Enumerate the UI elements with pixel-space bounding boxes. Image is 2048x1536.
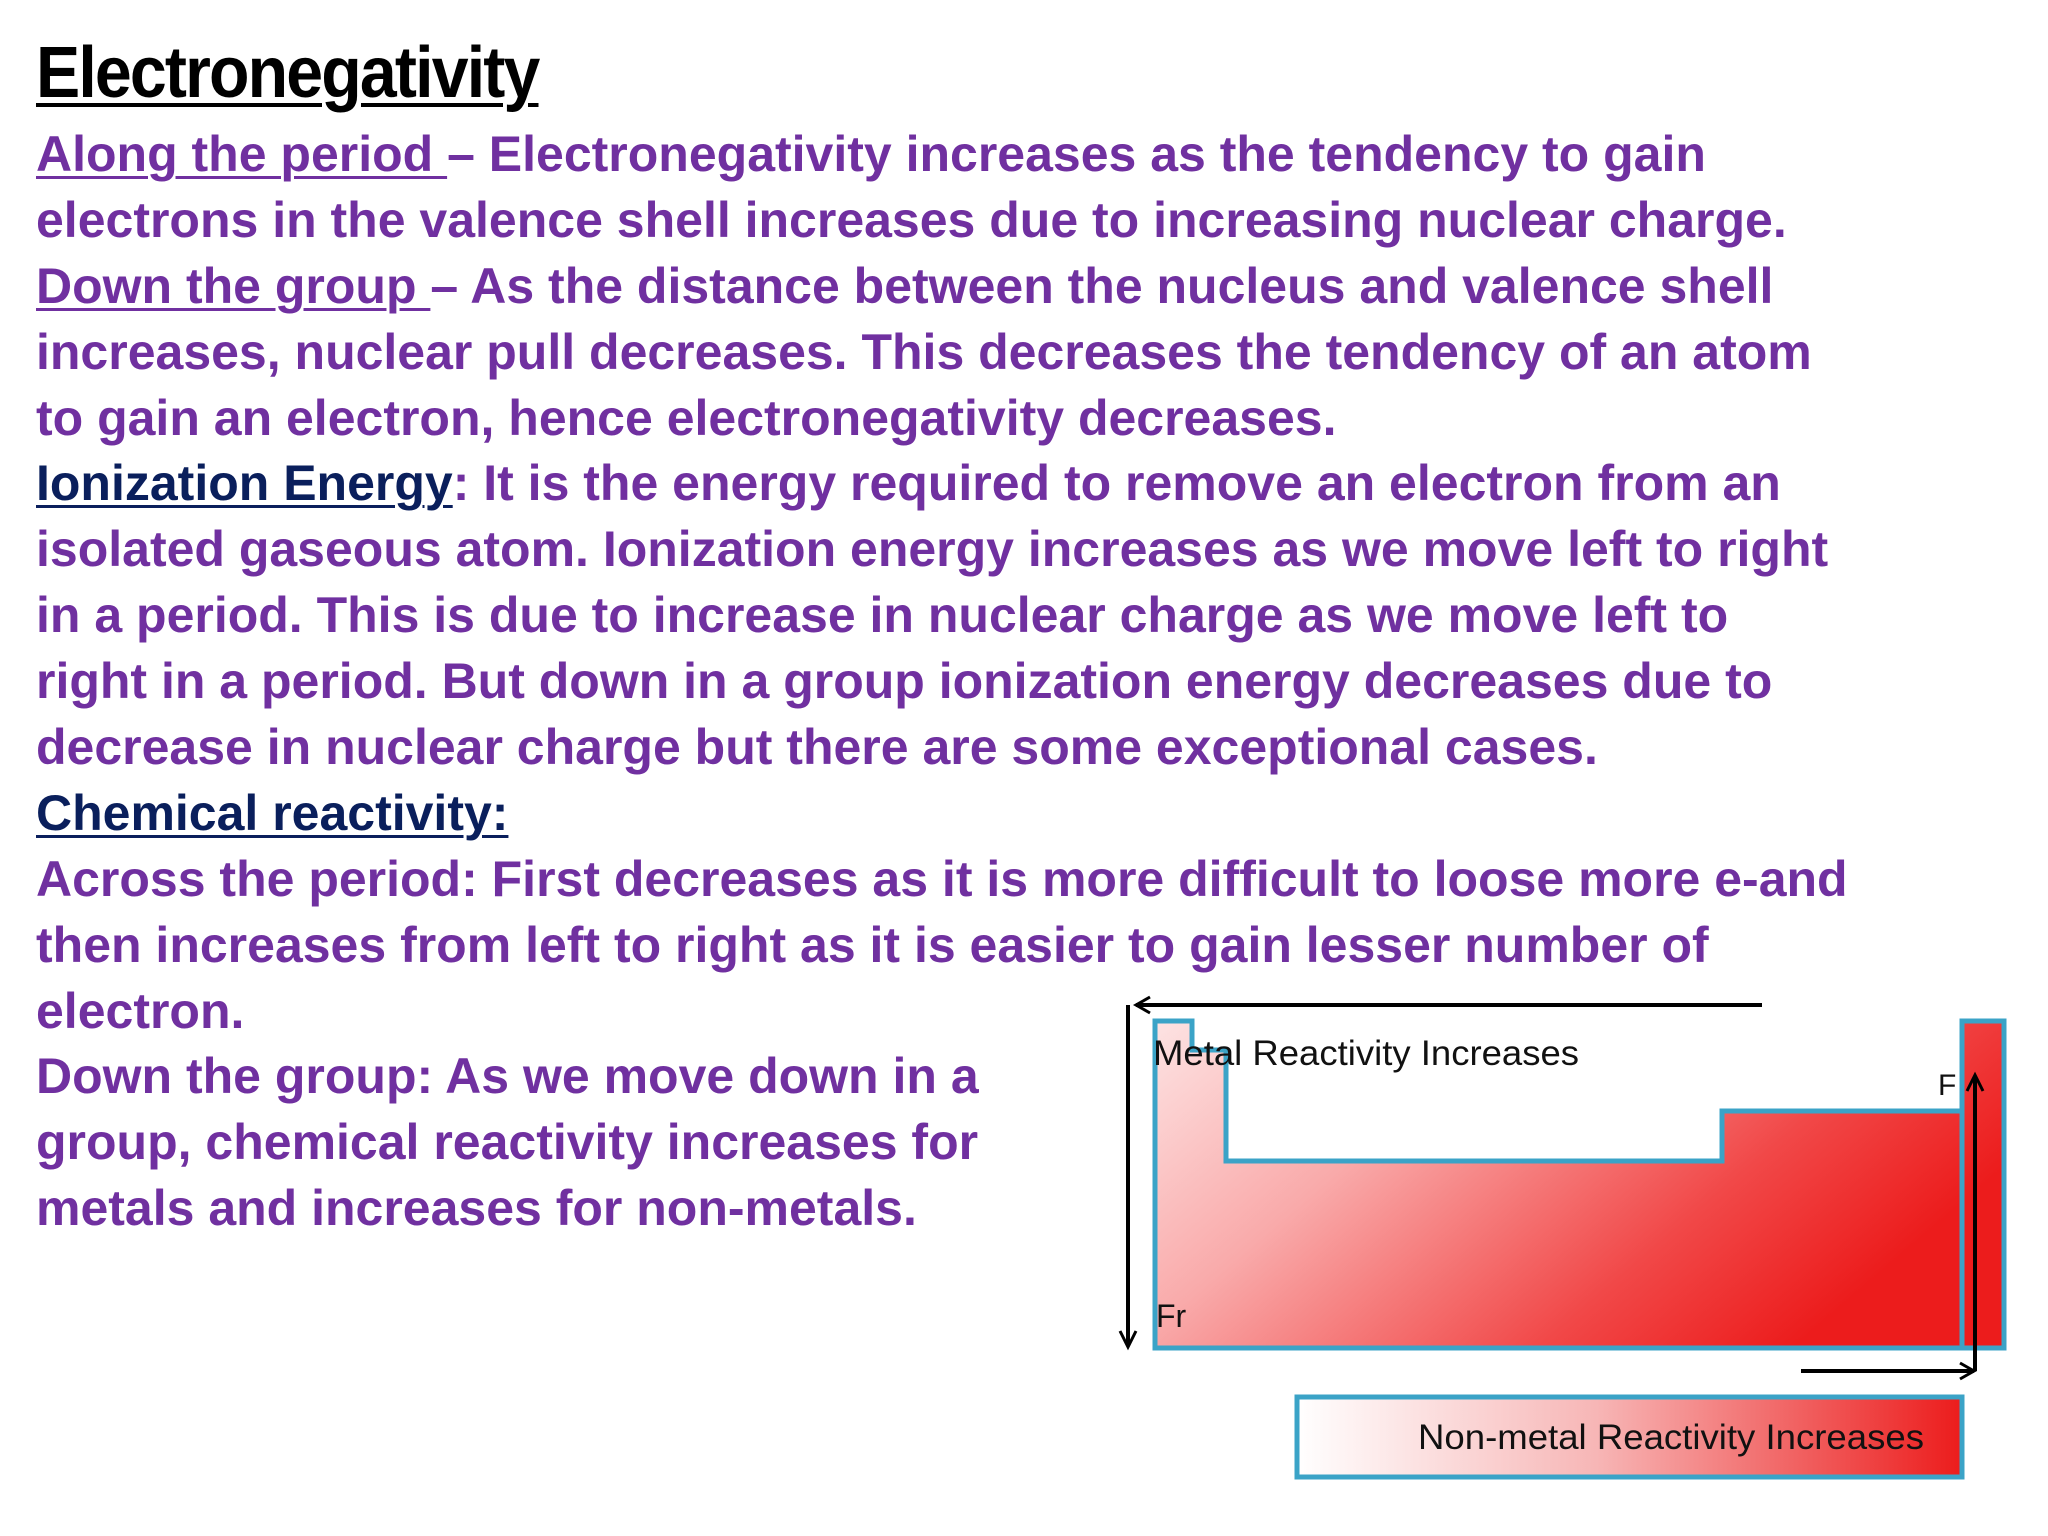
ionization-energy-heading: Ionization Energy: [36, 455, 453, 512]
ie-line-2: isolated gaseous atom. Ionization energy increases as we move left to right: [36, 521, 1829, 578]
reactivity-diagram: [1108, 985, 2033, 1505]
period-line-2: electrons in the valence shell increases due to increasing nuclear charge.: [36, 191, 1787, 248]
period-line-1: [36, 122, 2036, 188]
cr-line-5: group, chemical reactivity increases for: [36, 1114, 979, 1171]
cr-line-2: then increases from left to right as it is easier to gain lesser number of: [36, 916, 1709, 973]
ie-text-1: : It is the energy required to remove an electron from an: [452, 455, 1781, 512]
ie-line-1: [36, 451, 2036, 517]
group-line-2: increases, nuclear pull decreases. This decreases the tendency of an atom: [36, 323, 1812, 380]
nonmetal-reactivity-label: Non-metal Reactivity Increases: [1418, 1418, 1924, 1457]
ie-line-4: right in a period. But down in a group ionization energy decreases due to: [36, 653, 1773, 710]
along-period-label: Along the period: [36, 126, 448, 182]
reactivity-diagram-svg: [1108, 985, 2033, 1505]
down-group-label: Down the group: [36, 257, 431, 314]
cr-heading-line: [36, 781, 2036, 847]
cr-line-6: metals and increases for non-metals.: [36, 1180, 917, 1237]
cr-line-3: electron.: [36, 982, 245, 1039]
cr-line-1: Across the period: First decreases as it is more difficult to loose more e-and: [36, 850, 1848, 907]
ie-line-3: in a period. This is due to increase in nuclear charge as we move left to: [36, 587, 1729, 644]
chemical-reactivity-heading: Chemical reactivity:: [36, 784, 509, 841]
group-line-3: to gain an electron, hence electronegativity decreases.: [36, 389, 1337, 446]
period-text-1: – Electronegativity increases as the tendency to gain: [447, 126, 1706, 182]
cr-line-4: Down the group: As we move down in a: [36, 1048, 979, 1105]
page-title: Electronegativity: [36, 33, 539, 113]
f-label: F: [1938, 1069, 1957, 1102]
ie-line-5: decrease in nuclear charge but there are some exceptional cases.: [36, 719, 1598, 776]
metal-reactivity-label: Metal Reactivity Increases: [1153, 1034, 1579, 1073]
fr-label: Fr: [1156, 1298, 1187, 1334]
group-line-1: [36, 254, 2036, 320]
group-text-1: – As the distance between the nucleus and valence shell: [430, 257, 1774, 314]
